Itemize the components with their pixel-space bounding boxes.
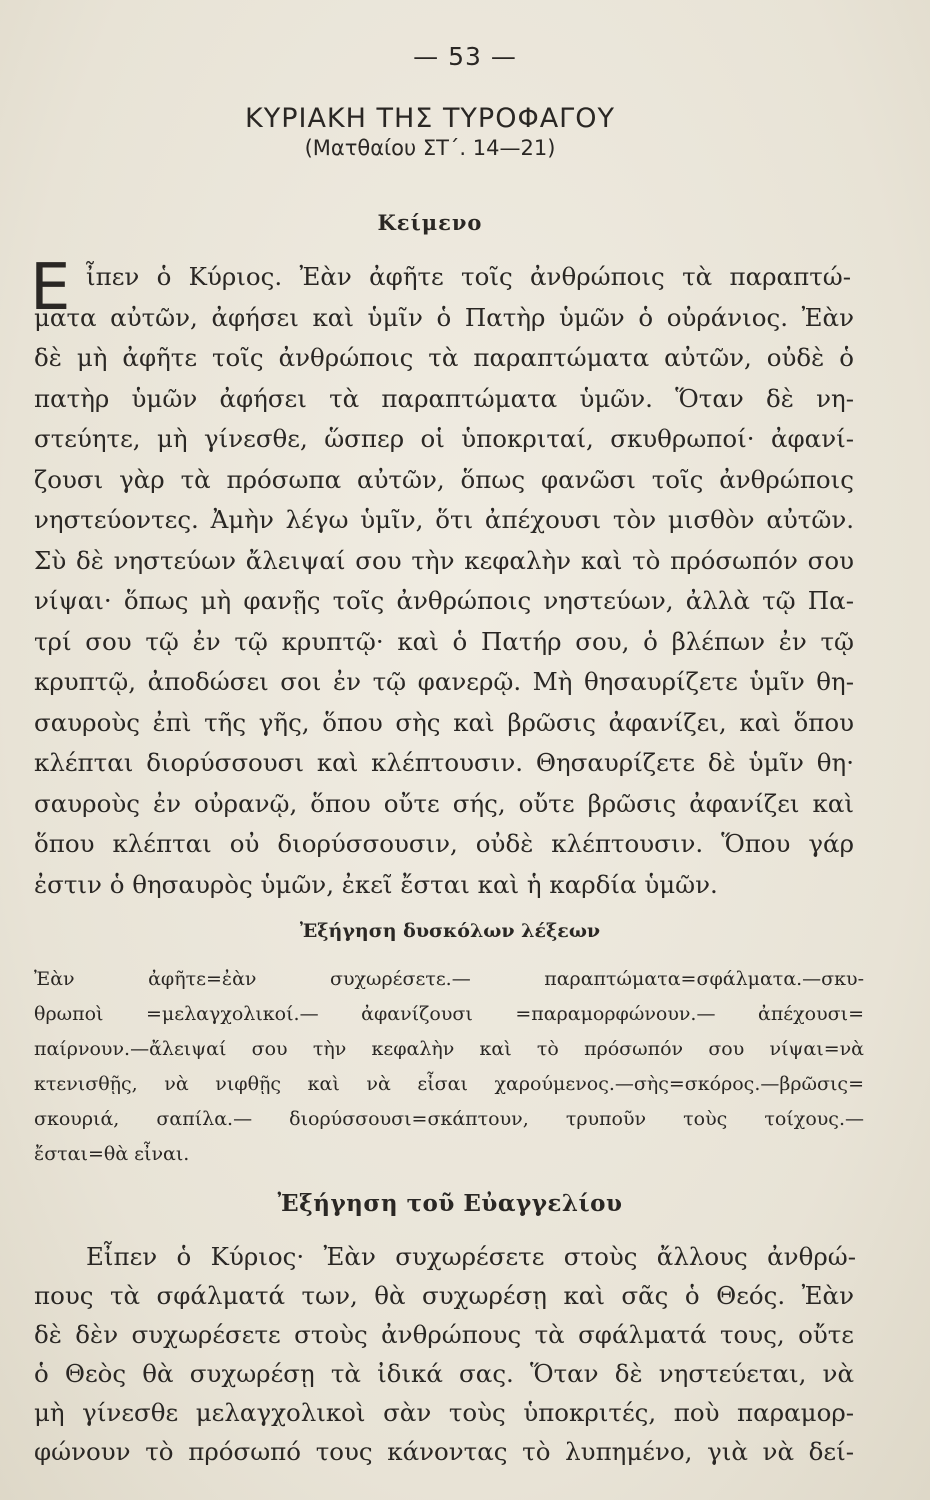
page-number: — 53 — bbox=[413, 42, 517, 71]
glossary-line: θρωποὶ =μελαγχολικοί.— ἀφανίζουσι =παραμορφώνουν.— ἀπέχουσι= bbox=[34, 1003, 864, 1025]
text-line: πατὴρ ὑμῶν ἀφήσει τὰ παραπτώματα ὑμῶν. Ὅταν δὲ νη- bbox=[34, 384, 854, 413]
glossary-line: σκουριά, σαπίλα.— διορύσσουσι=σκάπτουν, τρυποῦν τοὺς τοίχους.— bbox=[34, 1108, 864, 1130]
text-line: ἶπεν ὁ Κύριος. Ἐὰν ἀφῆτε τοῖς ἀνθρώποις τὰ παραπτώ- bbox=[86, 262, 851, 291]
gospel-heading: Ἐξήγηση τοῦ Εὐαγγελίου bbox=[277, 1190, 623, 1217]
text-line: δὲ δὲν συχωρέσετε στοὺς ἀνθρώπους τὰ σφάλματά τους, οὔτε bbox=[34, 1320, 854, 1349]
text-line: σαυροὺς ἐπὶ τῆς γῆς, ὅπου σὴς καὶ βρῶσις ἀφανίζει, καὶ ὅπου bbox=[34, 708, 854, 737]
text-line: φώνουν τὸ πρόσωπό τους κάνοντας τὸ λυπημένο, γιὰ νὰ δεί- bbox=[34, 1437, 854, 1466]
glossary-line: Ἐὰν ἀφῆτε=ἐὰν συχωρέσετε.— παραπτώματα=σφάλματα.—σκυ- bbox=[34, 968, 864, 990]
text-line: κρυπτῷ, ἀποδώσει σοι ἐν τῷ φανερῷ. Μὴ θησαυρίζετε ὑμῖν θη- bbox=[34, 667, 854, 696]
text-line: νίψαι· ὅπως μὴ φανῇς τοῖς ἀνθρώποις νηστεύων, ἀλλὰ τῷ Πα- bbox=[34, 586, 854, 615]
text-line: δὲ μὴ ἀφῆτε τοῖς ἀνθρώποις τὰ παραπτώματα αὐτῶν, οὐδὲ ὁ bbox=[34, 343, 854, 372]
text-heading: Κείμενο bbox=[377, 210, 483, 235]
glossary-line: παίρνουν.—ἄλειψαί σου τὴν κεφαλὴν καὶ τὸ πρόσωπόν σου νίψαι=νὰ bbox=[34, 1038, 864, 1060]
text-line: στεύητε, μὴ γίνεσθε, ὥσπερ οἱ ὑποκριταί, σκυθρωποί· ἀφανί- bbox=[34, 424, 854, 453]
text-line: ἐστιν ὁ θησαυρὸς ὑμῶν, ἐκεῖ ἔσται καὶ ἡ καρδία ὑμῶν. bbox=[34, 870, 718, 899]
glossary-heading: Ἐξήγηση δυσκόλων λέξεων bbox=[299, 920, 601, 942]
glossary-line: κτενισθῇς, νὰ νιφθῇς καὶ νὰ εἶσαι χαρούμενος.—σὴς=σκόρος.—βρῶσις= bbox=[34, 1073, 864, 1095]
text-line: Εἶπεν ὁ Κύριος· Ἐὰν συχωρέσετε στοὺς ἄλλους ἀνθρώ- bbox=[86, 1242, 856, 1271]
text-line: σαυροὺς ἐν οὐρανῷ, ὅπου οὔτε σής, οὔτε βρῶσις ἀφανίζει καὶ bbox=[34, 789, 854, 818]
text-line: πους τὰ σφάλματά των, θὰ συχωρέσῃ καὶ σᾶς ὁ Θεός. Ἐὰν bbox=[34, 1281, 854, 1310]
page-title: ΚΥΡΙΑΚΗ ΤΗΣ ΤΥΡΟΦΑΓΟΥ bbox=[245, 103, 615, 134]
text-line: κλέπται διορύσσουσι καὶ κλέπτουσιν. Θησαυρίζετε δὲ ὑμῖν θη· bbox=[34, 748, 854, 777]
page-subtitle: (Ματθαίου ΣΤ΄. 14—21) bbox=[304, 136, 556, 160]
text-line: νηστεύοντες. Ἀμὴν λέγω ὑμῖν, ὅτι ἀπέχουσι τὸν μισθὸν αὐτῶν. bbox=[34, 505, 854, 534]
drop-cap: Ε bbox=[30, 251, 71, 325]
text-line: τρί σου τῷ ἐν τῷ κρυπτῷ· καὶ ὁ Πατήρ σου, ὁ βλέπων ἐν τῷ bbox=[34, 627, 854, 656]
text-line: ὁ Θεὸς θὰ συχωρέσῃ τὰ ἰδικά σας. Ὅταν δὲ νηστεύεται, νὰ bbox=[34, 1359, 854, 1388]
text-line: ζουσι γὰρ τὰ πρόσωπα αὐτῶν, ὅπως φανῶσι τοῖς ἀνθρώποις bbox=[34, 465, 854, 494]
glossary-line: ἔσται=θὰ εἶναι. bbox=[34, 1143, 190, 1165]
text-line: Σὺ δὲ νηστεύων ἄλειψαί σου τὴν κεφαλὴν καὶ τὸ πρόσωπόν σου bbox=[34, 546, 854, 575]
text-line: ὅπου κλέπται οὐ διορύσσουσιν, οὐδὲ κλέπτουσιν. Ὅπου γάρ bbox=[34, 829, 854, 858]
text-line: μὴ γίνεσθε μελαγχολικοὶ σὰν τοὺς ὑποκριτές, ποὺ παραμορ- bbox=[34, 1398, 854, 1427]
text-line: ματα αὐτῶν, ἀφήσει καὶ ὑμῖν ὁ Πατὴρ ὑμῶν ὁ οὐράνιος. Ἐὰν bbox=[34, 303, 854, 332]
